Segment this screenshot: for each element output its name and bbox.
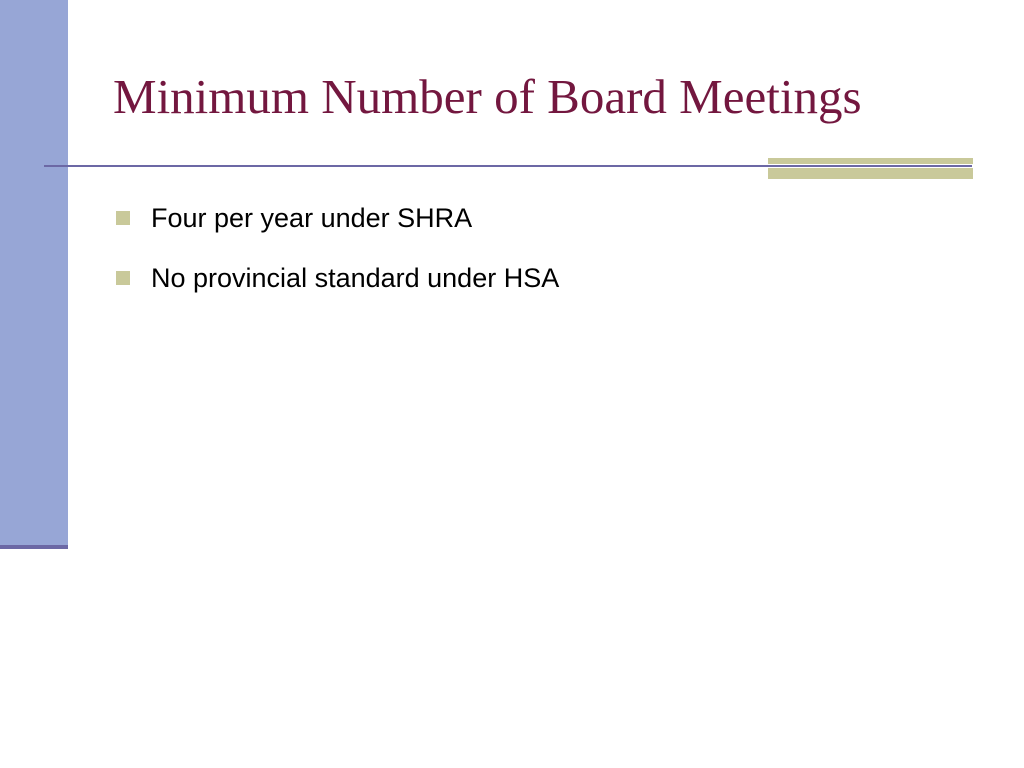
bullet-text: Four per year under SHRA bbox=[151, 202, 473, 233]
slide-title: Minimum Number of Board Meetings bbox=[113, 69, 862, 124]
bullet-list bbox=[116, 188, 559, 308]
side-accent-bar bbox=[0, 0, 68, 545]
square-bullet-icon bbox=[116, 271, 130, 285]
side-accent-bar-edge bbox=[0, 545, 68, 549]
accent-stripe-bottom bbox=[768, 168, 973, 179]
bullet-item bbox=[116, 248, 559, 308]
accent-stripe-top bbox=[768, 158, 973, 164]
square-bullet-icon bbox=[116, 211, 130, 225]
accent-stripes bbox=[768, 158, 973, 180]
bullet-item bbox=[116, 188, 559, 248]
bullet-text: No provincial standard under HSA bbox=[151, 262, 560, 293]
